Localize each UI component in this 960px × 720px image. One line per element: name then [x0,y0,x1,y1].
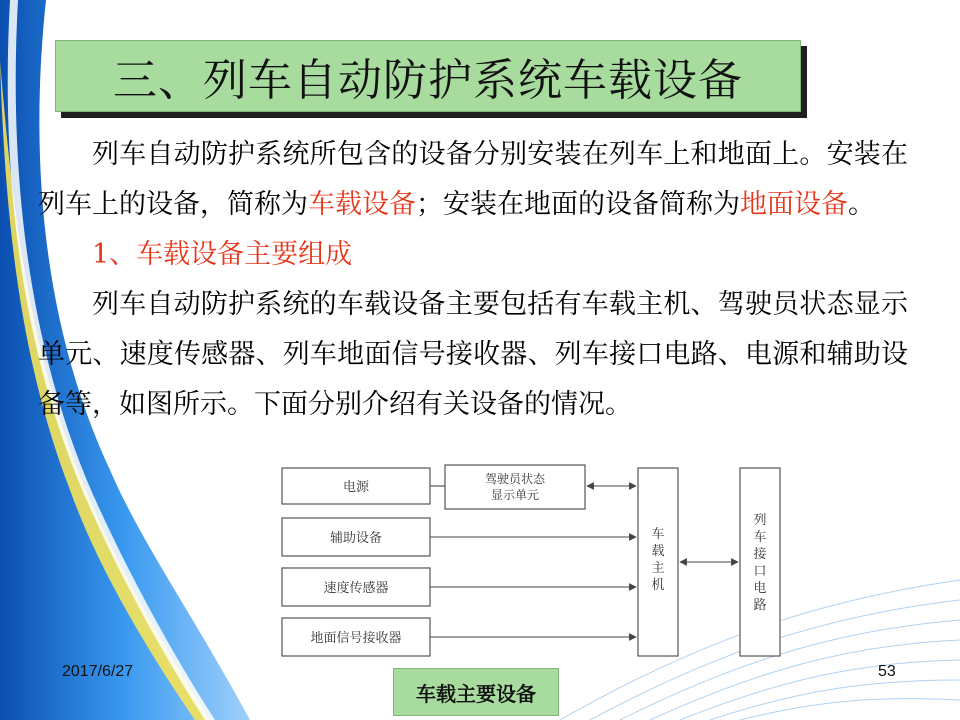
slide-body [38,130,908,430]
slide-title: 三、列车自动防护系统车载设备 [113,55,743,106]
slide-page-number: 53 [878,663,896,680]
interface-char-4: 口 [753,564,767,579]
host-char-3: 主 [651,561,665,576]
ground-receiver-label: 地面信号接收器 [310,631,402,646]
host-char-2: 载 [651,544,665,559]
slide-date: 2017/6/27 [62,663,134,680]
power-label: 电源 [342,480,370,495]
onboard-equipment-diagram [270,460,790,660]
intro-text-1: 列车自动防护系统所包含的设备分别安装在列车上和地面上。安装在列车上的设备，简称为 [38,139,908,220]
components-paragraph: 列车自动防护系统的车载设备主要包括有车载主机、驾驶员状态显示单元、速度传感器、列车地面信号接收器、列车接口电路、电源和辅助设备等，如图所示。下面分别介绍有关设备的情况。 [38,289,908,420]
interface-char-1: 列 [753,513,767,528]
highlight-ground-equipment: 地面设备 [740,189,848,220]
driver-display-label-1: 驾驶员状态 [484,472,546,486]
interface-char-6: 路 [753,598,767,613]
slide-title-box [55,40,801,112]
speed-sensor-label: 速度传感器 [323,581,389,596]
host-char-1: 车 [651,527,665,542]
interface-char-3: 接 [753,547,767,562]
interface-char-5: 电 [753,581,767,596]
host-char-4: 机 [651,578,665,593]
diagram-caption: 车载主要设备 [393,668,559,716]
highlight-onboard-equipment: 车载设备 [308,189,416,220]
auxiliary-label: 辅助设备 [329,531,383,546]
subheading: 1、车载设备主要组成 [92,239,353,270]
intro-paragraph [38,130,908,230]
intro-text-2: ；安装在地面的设备简称为 [416,189,740,220]
driver-display-label-2: 显示单元 [490,488,540,502]
interface-circuit-box [740,468,780,656]
intro-text-3: 。 [848,189,875,220]
interface-char-2: 车 [753,530,767,545]
